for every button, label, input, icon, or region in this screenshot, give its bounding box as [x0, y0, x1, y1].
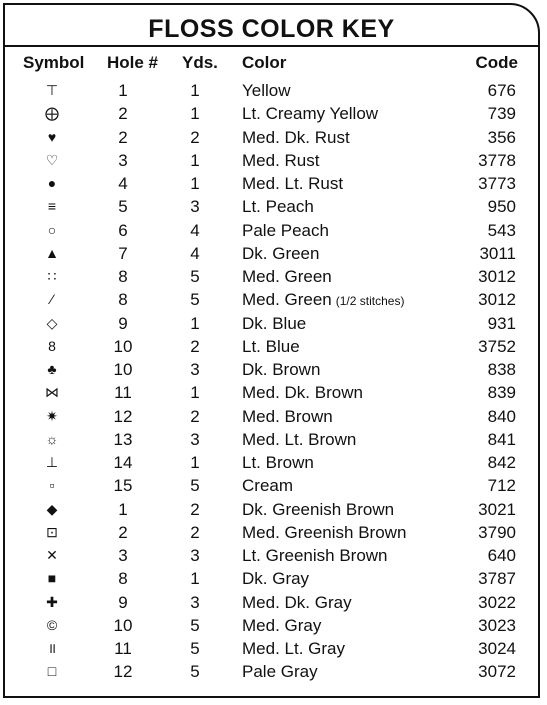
color-label: Med. Green	[242, 267, 332, 286]
yards: 3	[190, 429, 200, 449]
hole-number: 1	[118, 81, 128, 100]
yards: 5	[190, 476, 200, 496]
table-row	[5, 544, 538, 567]
color-label: Med. Green	[242, 290, 332, 310]
color-label: Pale Gray	[242, 662, 318, 682]
dmc-code: 3023	[478, 615, 516, 635]
hole-number: 9	[118, 313, 128, 333]
yards: 5	[190, 615, 200, 635]
club-icon: ♣	[47, 361, 57, 377]
hole-number: 8	[118, 267, 128, 286]
color-label: Med. Rust	[242, 150, 320, 170]
hole-number: 2	[118, 104, 128, 124]
dmc-code: 838	[487, 360, 516, 379]
yards: 2	[190, 127, 200, 147]
color-label: Med. Dk. Gray	[242, 592, 352, 612]
header-color: Color	[242, 53, 287, 72]
table-row	[5, 102, 538, 125]
dmc-code: 3778	[478, 150, 516, 170]
header-yds: Yds.	[182, 53, 218, 72]
table-row	[5, 614, 538, 637]
color-name	[242, 405, 333, 428]
color-name	[242, 474, 293, 497]
color-name	[242, 521, 406, 544]
dmc-code: 3012	[478, 267, 516, 286]
up-tack-icon: ⊥	[45, 454, 59, 470]
table-row	[5, 265, 538, 288]
hole-number: 8	[118, 290, 128, 310]
hole-number: 9	[118, 592, 128, 612]
dmc-code: 640	[487, 546, 516, 565]
dmc-code: 3787	[478, 569, 516, 589]
bowtie-icon: ⋈	[45, 384, 59, 401]
table-row	[5, 567, 538, 590]
table-row	[5, 126, 538, 149]
table-row	[5, 451, 538, 474]
dmc-code: 3024	[478, 639, 516, 658]
yards: 3	[190, 546, 200, 565]
hole-number: 3	[118, 150, 128, 170]
color-label: Med. Lt. Brown	[242, 429, 357, 449]
dmc-code: 739	[487, 104, 516, 124]
color-label: Med. Dk. Brown	[242, 383, 363, 403]
color-label: Lt. Peach	[242, 197, 314, 217]
table-row	[5, 312, 538, 335]
color-name	[242, 242, 319, 265]
dmc-code: 712	[487, 476, 516, 496]
table-row	[5, 381, 538, 404]
hole-number: 8	[118, 569, 128, 589]
dmc-code: 950	[487, 197, 516, 217]
color-label: Med. Lt. Rust	[242, 174, 344, 193]
hole-number: 10	[113, 615, 133, 635]
color-name	[242, 567, 309, 590]
table-row	[5, 79, 538, 102]
color-label: Med. Greenish Brown	[242, 522, 407, 542]
table-row	[5, 149, 538, 172]
color-name	[242, 312, 306, 335]
open-square-icon: □	[47, 663, 57, 680]
color-name	[242, 126, 350, 149]
hole-number: 4	[118, 174, 128, 193]
dotted-diamond-icon: ◇	[46, 314, 58, 331]
color-note: (1/2 stitches)	[335, 294, 405, 309]
yards: 4	[190, 243, 200, 263]
table-row	[5, 521, 538, 544]
table-row	[5, 172, 538, 195]
color-label: Lt. Blue	[242, 336, 300, 356]
hole-number: 6	[118, 220, 128, 240]
color-name	[242, 288, 404, 313]
yards: 1	[190, 104, 200, 124]
page-title: FLOSS COLOR KEY	[148, 15, 395, 43]
dmc-code: 842	[487, 453, 516, 472]
dmc-code: 839	[487, 383, 516, 403]
color-name	[242, 591, 352, 614]
yards: 2	[190, 522, 200, 542]
dmc-code: 3752	[478, 336, 516, 356]
yards: 1	[190, 569, 200, 589]
color-label: Med. Gray	[242, 615, 322, 635]
slash-icon: ⁄	[50, 291, 54, 308]
color-name	[242, 335, 300, 358]
color-label: Lt. Brown	[242, 453, 314, 472]
dmc-code: 840	[487, 406, 516, 426]
yards: 4	[190, 220, 200, 240]
color-label: Dk. Brown	[242, 360, 321, 379]
color-name	[242, 172, 343, 195]
yards: 1	[190, 453, 200, 472]
bold-plus-icon: ✚	[46, 593, 58, 610]
filled-dot-icon: ●	[47, 175, 57, 191]
color-name	[242, 195, 314, 218]
color-name	[242, 219, 329, 242]
table-row	[5, 428, 538, 451]
color-label: Lt. Greenish Brown	[242, 546, 388, 565]
color-label: Dk. Greenish Brown	[242, 499, 395, 519]
dmc-code: 3012	[478, 290, 516, 310]
color-label: Pale Peach	[242, 220, 329, 240]
open-circle-icon: ○	[47, 221, 57, 238]
x-mark-icon: ✕	[46, 547, 58, 563]
yards: 5	[190, 639, 200, 658]
color-name	[242, 451, 314, 474]
table-row	[5, 498, 538, 521]
yards: 1	[190, 383, 200, 403]
table-row	[5, 660, 538, 683]
color-name	[242, 498, 394, 521]
header-symbol: Symbol	[23, 53, 85, 72]
color-name	[242, 614, 321, 637]
hole-number: 5	[118, 197, 128, 217]
hole-number: 2	[118, 522, 128, 542]
color-label: Dk. Green	[242, 243, 320, 263]
table-row	[5, 335, 538, 358]
table-row	[5, 591, 538, 614]
yards: 1	[190, 150, 200, 170]
yards: 5	[190, 290, 200, 310]
yards: 3	[190, 592, 200, 612]
four-dots-icon: ∷	[47, 268, 57, 284]
dmc-code: 3773	[478, 174, 516, 193]
yards: 1	[190, 174, 200, 193]
hole-number: 11	[114, 383, 132, 403]
yards: 2	[190, 499, 200, 519]
color-label: Med. Lt. Gray	[242, 639, 345, 658]
yards: 1	[190, 81, 200, 100]
hole-number: 14	[113, 453, 133, 472]
hole-number: 2	[118, 127, 128, 147]
color-label: Cream	[242, 476, 294, 496]
yards: 1	[190, 313, 200, 333]
color-name	[242, 79, 291, 102]
color-label: Med. Dk. Rust	[242, 127, 350, 147]
outline-heart-icon: ♡	[45, 151, 59, 168]
tee-symbol-icon: ⊤	[45, 82, 59, 98]
color-name	[242, 381, 363, 404]
filled-star-burst-icon: ✷	[46, 407, 58, 424]
yards: 3	[190, 360, 200, 379]
hole-number: 7	[118, 243, 128, 263]
yards: 5	[190, 267, 200, 286]
circle-cross-icon: ⨁	[45, 105, 59, 122]
dmc-code: 3790	[478, 522, 516, 542]
dmc-code: 3072	[478, 662, 516, 682]
double-bar-icon: ॥	[47, 640, 57, 656]
yards: 3	[190, 197, 200, 217]
dmc-code: 3022	[478, 592, 516, 612]
color-label: Dk. Gray	[242, 569, 310, 589]
dmc-code: 3021	[478, 499, 516, 519]
table-row	[5, 195, 538, 218]
color-name	[242, 358, 320, 381]
dmc-code: 931	[487, 313, 516, 333]
hole-number: 3	[118, 546, 128, 565]
filled-square-icon: ■	[47, 570, 57, 587]
table-row	[5, 242, 538, 265]
hole-number: 10	[113, 336, 133, 356]
dmc-code: 356	[487, 127, 516, 147]
table-row	[5, 358, 538, 381]
hole-number: 13	[113, 429, 133, 449]
figure-eight-icon: 8	[48, 337, 56, 354]
dmc-code: 3011	[479, 243, 516, 263]
title-divider	[5, 45, 538, 47]
dmc-code: 841	[487, 429, 516, 449]
color-label: Lt. Creamy Yellow	[242, 104, 379, 124]
color-name	[242, 149, 319, 172]
triple-bar-icon: ≡	[47, 198, 57, 215]
yards: 5	[190, 662, 200, 682]
filled-triangle-icon: ▲	[45, 244, 59, 261]
floss-color-key-panel	[3, 3, 540, 698]
color-name	[242, 102, 378, 125]
hole-number: 15	[113, 476, 133, 496]
table-row	[5, 288, 538, 311]
filled-diamond-icon: ◆	[46, 500, 58, 517]
color-name	[242, 660, 318, 683]
dmc-code: 676	[487, 81, 516, 100]
color-name	[242, 428, 356, 451]
color-label: Dk. Blue	[242, 313, 307, 333]
hole-number: 11	[114, 639, 132, 658]
dmc-code: 543	[487, 220, 516, 240]
color-name	[242, 544, 388, 567]
color-label: Med. Brown	[242, 406, 333, 426]
header-code: Code	[475, 53, 518, 72]
hole-number: 1	[118, 499, 128, 519]
color-name	[242, 265, 332, 288]
hole-number: 12	[113, 662, 133, 682]
table-row	[5, 405, 538, 428]
square-dot-icon: ⊡	[46, 523, 58, 540]
sun-icon: ☼	[45, 430, 59, 447]
table-row	[5, 637, 538, 660]
small-square-icon: ▫	[49, 477, 55, 494]
filled-heart-icon: ♥	[47, 128, 57, 145]
hole-number: 10	[113, 360, 133, 379]
circled-c-icon: ©	[46, 616, 58, 633]
table-row	[5, 219, 538, 242]
color-name	[242, 637, 345, 660]
header-hole: Hole #	[107, 53, 159, 72]
hole-number: 12	[113, 406, 133, 426]
table-row	[5, 474, 538, 497]
color-label: Yellow	[242, 81, 291, 100]
yards: 2	[190, 406, 200, 426]
yards: 2	[190, 336, 200, 356]
